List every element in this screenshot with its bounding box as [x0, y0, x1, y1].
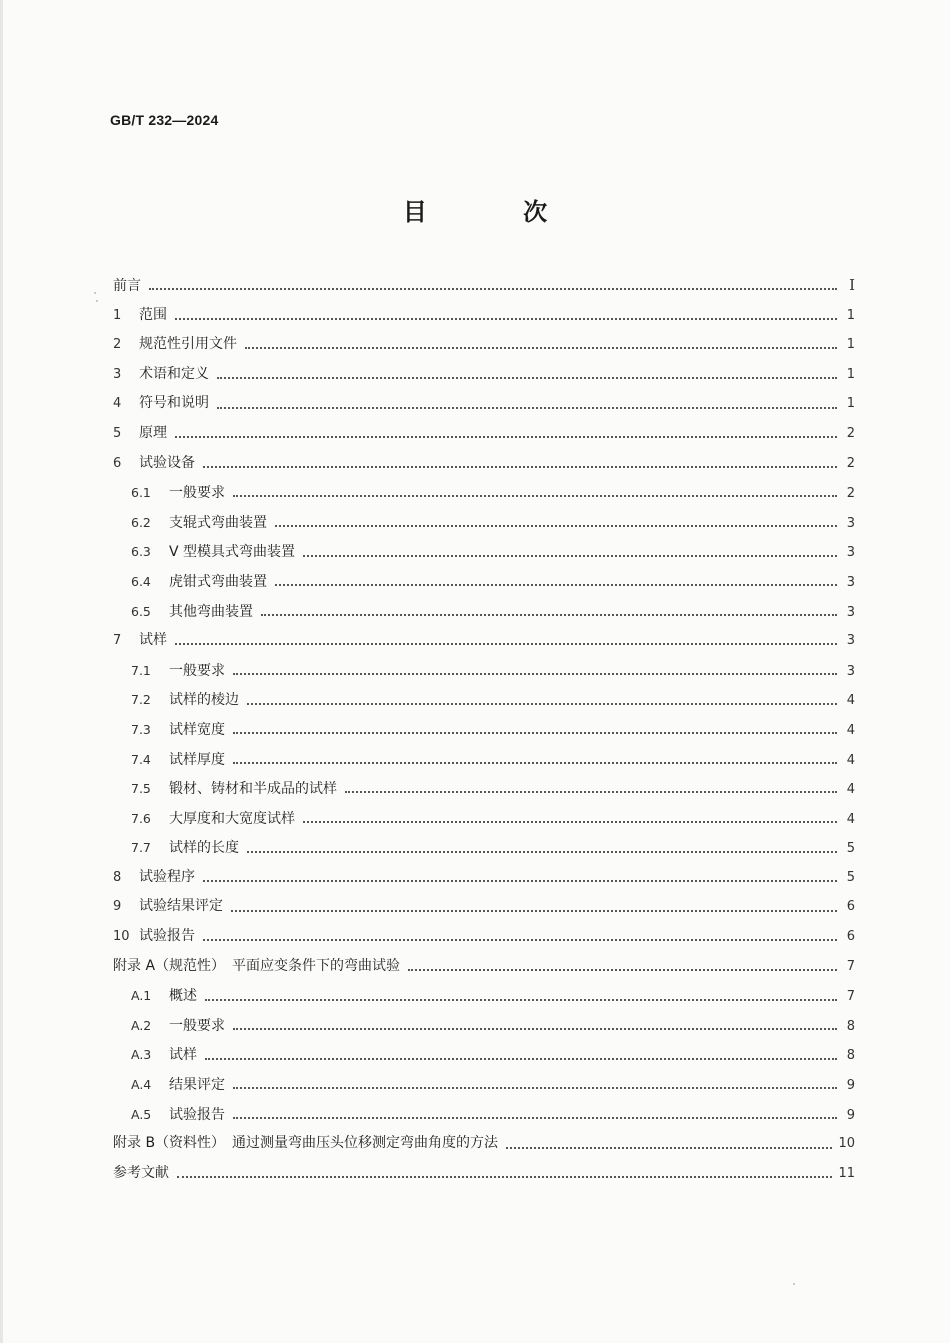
- dot-leader: [203, 465, 837, 468]
- toc-entry-page-number: 8: [846, 1048, 855, 1064]
- toc-entry[interactable]: [113, 922, 855, 952]
- dot-leader: [233, 1086, 837, 1089]
- toc-entry-number: 6.3: [131, 544, 151, 560]
- dot-leader: [175, 642, 837, 645]
- toc-entry-label: 锻材、铸材和半成品的试样: [169, 781, 337, 798]
- toc-entry[interactable]: [113, 1070, 855, 1100]
- toc-entry-page-number: 6: [846, 929, 855, 945]
- toc-entry[interactable]: [113, 1159, 855, 1189]
- toc-entry-label: 大厚度和大宽度试样: [169, 810, 295, 827]
- toc-entry[interactable]: [113, 685, 855, 715]
- toc-entry[interactable]: [113, 981, 855, 1011]
- toc-entry[interactable]: [113, 833, 855, 863]
- toc-entry-number: 10: [113, 929, 130, 945]
- dot-leader: [275, 524, 837, 527]
- toc-entry-label: 试验结果评定: [139, 898, 223, 915]
- toc-entry-label: 结果评定: [169, 1077, 225, 1094]
- toc-entry[interactable]: [113, 1011, 855, 1041]
- dot-leader: [175, 317, 837, 320]
- dot-leader: [408, 968, 837, 971]
- toc-entry-page-number: 7: [846, 958, 855, 974]
- toc-entry-number: 6.5: [131, 603, 151, 619]
- toc-entry[interactable]: [113, 537, 855, 567]
- toc-entry-label: 一般要求: [169, 485, 225, 502]
- toc-entry[interactable]: [113, 597, 855, 627]
- toc-entry[interactable]: [113, 449, 855, 479]
- toc-entry[interactable]: [113, 1129, 855, 1159]
- dot-leader: [231, 909, 837, 912]
- toc-entry[interactable]: [113, 804, 855, 834]
- toc-entry-page-number: 1: [846, 366, 855, 382]
- toc-entry-page-number: 4: [846, 782, 855, 798]
- toc-entry[interactable]: [113, 626, 855, 656]
- toc-entry-page-number: 4: [846, 722, 855, 738]
- toc-entry-number: 4: [113, 396, 122, 412]
- toc-entry-page-number: 9: [846, 1078, 855, 1094]
- dot-leader: [303, 820, 837, 823]
- toc-entry-label: 试验程序: [139, 868, 195, 885]
- toc-entry-label: 一般要求: [169, 662, 225, 679]
- toc-entry-number: A.5: [131, 1106, 152, 1122]
- toc-entry-label: 术语和定义: [139, 365, 209, 382]
- toc-entry-label: 试样厚度: [169, 751, 225, 768]
- toc-entry[interactable]: [113, 863, 855, 893]
- toc-entry[interactable]: [113, 389, 855, 419]
- toc-entry-page-number: 4: [846, 811, 855, 827]
- toc-entry[interactable]: [113, 892, 855, 922]
- toc-entry-page-number: 2: [846, 486, 855, 502]
- toc-entry[interactable]: [113, 271, 855, 301]
- toc-entry-label: 试验报告: [169, 1106, 225, 1123]
- scan-speck: [94, 292, 96, 294]
- toc-entry-number: 7.6: [131, 810, 151, 826]
- dot-leader: [149, 287, 837, 290]
- dot-leader: [506, 1146, 832, 1149]
- dot-leader: [261, 613, 837, 616]
- toc-entry-label: 规范性引用文件: [139, 336, 237, 353]
- toc-entry-number: 6.1: [131, 485, 151, 501]
- dot-leader: [177, 1175, 832, 1178]
- toc-entry-page-number: 5: [846, 869, 855, 885]
- dot-leader: [247, 702, 837, 705]
- toc-entry[interactable]: [113, 360, 855, 390]
- toc-entry-label: 概述: [169, 988, 197, 1005]
- dot-leader: [217, 376, 837, 379]
- toc-entry-number: 7.4: [131, 751, 151, 767]
- toc-entry[interactable]: [113, 1100, 855, 1130]
- dot-leader: [217, 406, 837, 409]
- toc-entry-page-number: 3: [846, 604, 855, 620]
- toc-entry-number: 6.4: [131, 573, 151, 589]
- toc-entry-page-number: 3: [846, 633, 855, 649]
- toc-entry-page-number: 6: [846, 899, 855, 915]
- dot-leader: [205, 998, 837, 1001]
- dot-leader: [233, 672, 837, 675]
- toc-entry-page-number: 4: [846, 752, 855, 768]
- toc-entry-page-number: 1: [846, 396, 855, 412]
- dot-leader: [175, 435, 837, 438]
- dot-leader: [247, 850, 837, 853]
- dot-leader: [203, 879, 837, 882]
- toc-entry[interactable]: [113, 567, 855, 597]
- toc-entry[interactable]: [113, 952, 855, 982]
- toc-entry[interactable]: [113, 330, 855, 360]
- toc-entry-number: A.3: [131, 1047, 152, 1063]
- toc-entry-label: 参考文献: [113, 1164, 169, 1181]
- toc-entry-number: 7.1: [131, 662, 151, 678]
- dot-leader: [233, 1027, 837, 1030]
- dot-leader: [205, 1057, 837, 1060]
- dot-leader: [233, 1116, 837, 1119]
- toc-title: 目 次: [402, 198, 592, 226]
- toc-entry-label: 试样宽度: [169, 721, 225, 738]
- toc-entry-page-number: 9: [846, 1107, 855, 1123]
- toc-entry-page-number: 2: [846, 455, 855, 471]
- toc-entry-label: 支辊式弯曲装置: [169, 514, 267, 531]
- dot-leader: [233, 761, 837, 764]
- document-code: GB/T 232—2024: [110, 112, 219, 128]
- toc-entry[interactable]: [113, 774, 855, 804]
- toc-entry-label: 一般要求: [169, 1017, 225, 1034]
- toc-entry[interactable]: [113, 419, 855, 449]
- toc-entry-label: 其他弯曲装置: [169, 603, 253, 620]
- toc-entry-page-number: 3: [846, 663, 855, 679]
- dot-leader: [203, 938, 837, 941]
- toc-entry-page-number: 3: [846, 574, 855, 590]
- table-of-contents: [113, 271, 855, 1188]
- toc-entry-page-number: 7: [846, 989, 855, 1005]
- toc-entry-label: V 型模具式弯曲装置: [169, 544, 296, 561]
- toc-entry-number: 9: [113, 899, 122, 915]
- toc-entry-number: 7.5: [131, 781, 151, 797]
- toc-entry-label: 试样: [139, 632, 167, 649]
- toc-entry-label: 符号和说明: [139, 395, 209, 412]
- dot-leader: [275, 583, 837, 586]
- toc-entry-page-number: 3: [846, 545, 855, 561]
- toc-entry-label: 前言: [113, 278, 141, 294]
- toc-entry-page-number: 10: [838, 1136, 855, 1152]
- toc-entry-number: 1: [113, 307, 122, 323]
- scan-speck: [793, 1283, 795, 1285]
- toc-entry-number: 7: [113, 633, 122, 649]
- toc-entry-number: A.4: [131, 1077, 152, 1093]
- toc-entry-number: A.2: [131, 1017, 152, 1033]
- toc-entry-label: 试样: [169, 1047, 197, 1064]
- toc-entry-label: 范围: [139, 306, 167, 323]
- toc-entry-page-number: 5: [846, 841, 855, 857]
- toc-entry-number: 7.7: [131, 840, 151, 856]
- toc-entry-page-number: 4: [846, 693, 855, 709]
- dot-leader: [245, 346, 837, 349]
- toc-entry[interactable]: [113, 478, 855, 508]
- dot-leader: [233, 731, 837, 734]
- toc-entry-label: 原理: [139, 424, 167, 441]
- toc-entry[interactable]: [113, 715, 855, 745]
- toc-entry-page-number: 8: [846, 1018, 855, 1034]
- dot-leader: [233, 494, 837, 497]
- toc-entry-label: 附录 B（资料性） 通过测量弯曲压头位移测定弯曲角度的方法: [113, 1135, 499, 1152]
- toc-entry-number: 6: [113, 455, 122, 471]
- toc-entry-number: A.1: [131, 988, 152, 1004]
- toc-entry-number: 5: [113, 425, 122, 441]
- toc-entry[interactable]: [113, 656, 855, 686]
- toc-entry[interactable]: [113, 1040, 855, 1070]
- toc-entry-page-number: 2: [846, 425, 855, 441]
- toc-entry-number: 2: [113, 337, 122, 353]
- toc-entry[interactable]: [113, 301, 855, 331]
- toc-entry-number: 6.2: [131, 514, 151, 530]
- toc-entry[interactable]: [113, 745, 855, 775]
- toc-entry-label: 试验设备: [139, 454, 195, 471]
- scan-speck: [96, 300, 98, 302]
- toc-entry-page-number: 3: [846, 515, 855, 531]
- toc-entry-page-number: Ⅰ: [849, 276, 855, 294]
- toc-entry-label: 虎钳式弯曲装置: [169, 573, 267, 590]
- toc-entry-page-number: 11: [838, 1165, 855, 1181]
- toc-entry[interactable]: [113, 508, 855, 538]
- toc-entry-label: 附录 A（规范性） 平面应变条件下的弯曲试验: [113, 957, 401, 974]
- dot-leader: [303, 554, 837, 557]
- toc-entry-number: 7.2: [131, 692, 151, 708]
- toc-entry-page-number: 1: [846, 307, 855, 323]
- dot-leader: [345, 790, 837, 793]
- toc-entry-number: 7.3: [131, 721, 151, 737]
- toc-entry-page-number: 1: [846, 337, 855, 353]
- toc-entry-label: 试样的长度: [169, 840, 239, 857]
- toc-entry-label: 试验报告: [139, 928, 195, 945]
- toc-entry-number: 3: [113, 366, 122, 382]
- toc-entry-label: 试样的棱边: [169, 692, 239, 709]
- toc-entry-number: 8: [113, 869, 122, 885]
